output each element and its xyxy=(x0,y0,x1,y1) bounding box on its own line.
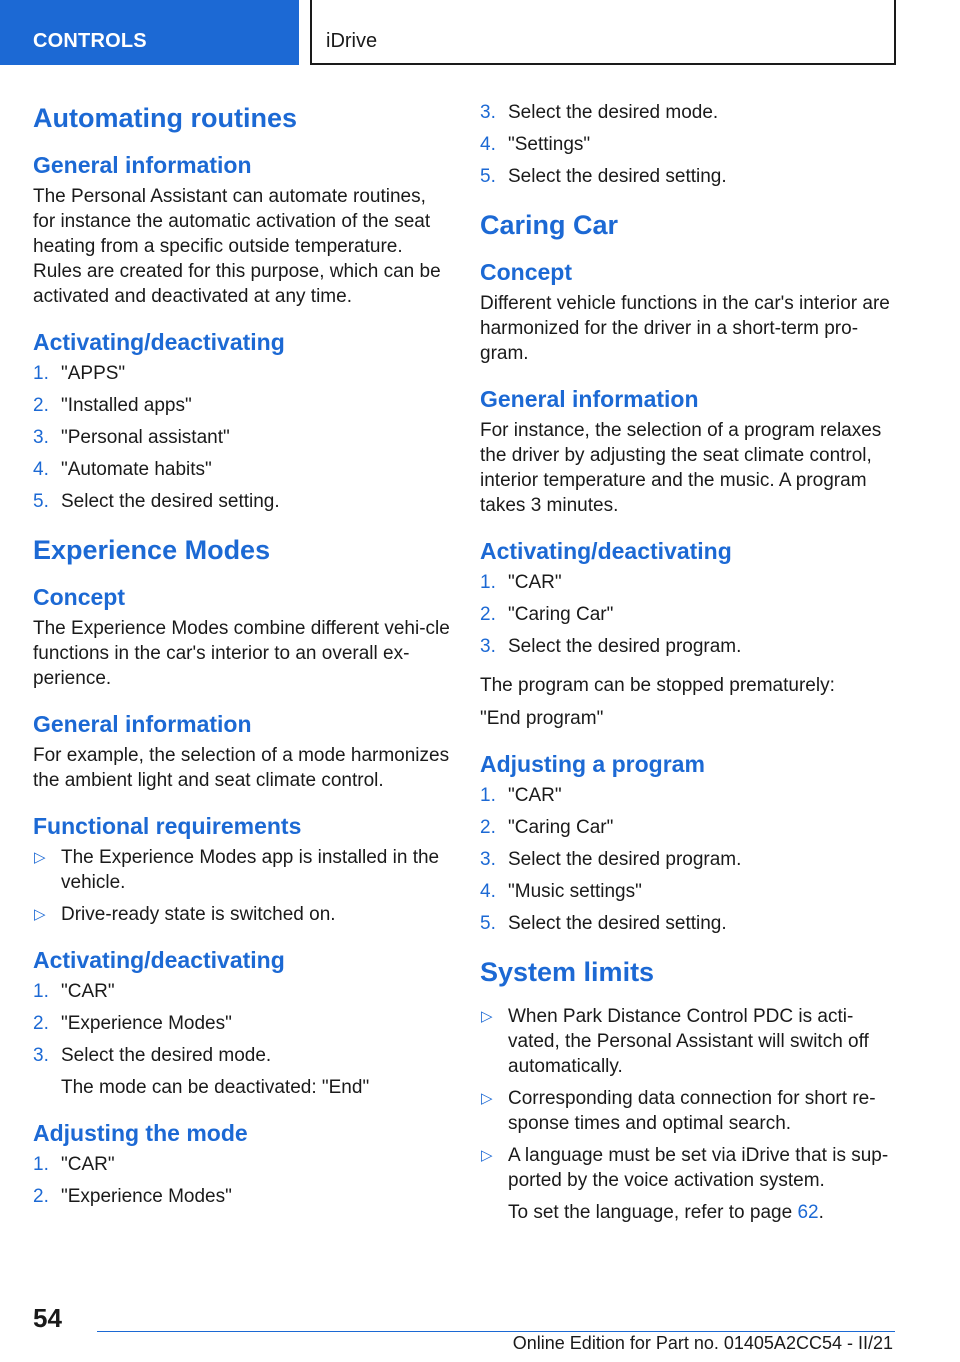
step-number: 3. xyxy=(480,636,496,657)
step-number: 2. xyxy=(33,395,49,416)
list-item xyxy=(480,911,898,936)
step-text: "Installed apps" xyxy=(61,395,192,416)
list-item xyxy=(480,164,898,189)
heading-system-limits: System limits xyxy=(480,957,655,987)
heading-general-information: General information xyxy=(480,386,699,412)
heading-general-information: General information xyxy=(33,711,252,737)
step-number: 1. xyxy=(33,1154,49,1175)
step-number: 5. xyxy=(33,491,49,512)
list-item xyxy=(480,847,898,872)
reference-text: To set the language, refer to page xyxy=(508,1202,798,1223)
heading-concept: Concept xyxy=(480,259,572,285)
list-item xyxy=(480,570,898,595)
list-item xyxy=(480,602,898,627)
step-number: 1. xyxy=(480,572,496,593)
triangle-bullet-icon: ▷ xyxy=(481,1008,493,1025)
heading-functional-requirements: Functional requirements xyxy=(33,813,302,839)
right-column xyxy=(480,100,898,1239)
step-number: 3. xyxy=(33,1045,49,1066)
step-text: Select the desired setting. xyxy=(508,913,727,934)
paragraph-stop-program: The program can be stopped prematurely: xyxy=(480,675,835,696)
step-number: 5. xyxy=(480,913,496,934)
step-text: Select the desired setting. xyxy=(508,166,727,187)
list-item xyxy=(480,1086,898,1136)
heading-caring-car: Caring Car xyxy=(480,210,619,240)
step-number: 3. xyxy=(33,427,49,448)
step-text: "Automate habits" xyxy=(61,459,212,480)
item-text: The Experience Modes app is installed in the vehicle. xyxy=(61,847,440,893)
step-number: 2. xyxy=(480,817,496,838)
reference-end: . xyxy=(818,1202,824,1223)
footer-edition: Online Edition for Part no. 01405A2CC54 - II/21 xyxy=(512,1333,893,1353)
heading-experience-modes: Experience Modes xyxy=(33,535,271,565)
step-text: Select the desired program. xyxy=(508,849,742,870)
step-number: 4. xyxy=(480,134,496,155)
list-item xyxy=(480,100,898,125)
triangle-bullet-icon: ▷ xyxy=(481,1147,493,1164)
heading-activating: Activating/deactivating xyxy=(33,947,285,973)
heading-activating: Activating/deactivating xyxy=(480,538,732,564)
list-item xyxy=(33,361,451,386)
list-item xyxy=(480,783,898,808)
heading-automating-routines: Automating routines xyxy=(33,103,297,133)
list-item xyxy=(33,902,451,927)
paragraph-experience-general: For example, the selection of a mode harmonizes the ambient light and seat climate control. xyxy=(33,745,450,791)
item-text: Drive-ready state is switched on. xyxy=(61,904,336,925)
step-number: 3. xyxy=(480,102,496,123)
list-requirements xyxy=(33,845,451,927)
heading-activating: Activating/deactivating xyxy=(33,329,285,355)
step-text: "Personal assistant" xyxy=(61,427,230,448)
step-text: "Experience Modes" xyxy=(61,1013,232,1034)
step-subtext: The mode can be deactivated: "End" xyxy=(61,1077,370,1098)
step-number: 4. xyxy=(480,881,496,902)
heading-adjusting-mode: Adjusting the mode xyxy=(33,1120,248,1146)
step-text: "APPS" xyxy=(61,363,126,384)
triangle-bullet-icon: ▷ xyxy=(481,1090,493,1107)
list-adjusting-mode-part1 xyxy=(33,1152,451,1209)
list-item xyxy=(33,1043,451,1100)
list-item xyxy=(33,489,451,514)
step-number: 4. xyxy=(33,459,49,480)
step-number: 2. xyxy=(480,604,496,625)
list-item xyxy=(33,1184,451,1209)
list-item xyxy=(33,1011,451,1036)
list-system-limits xyxy=(480,1004,898,1225)
list-item xyxy=(33,979,451,1004)
step-text: "CAR" xyxy=(508,785,562,806)
item-text: A language must be set via iDrive that is sup-ported by the voice activation system. xyxy=(508,1145,889,1191)
header-chapter-title: iDrive xyxy=(310,0,896,65)
step-number: 2. xyxy=(33,1186,49,1207)
language-reference xyxy=(508,1200,898,1225)
list-caring-activating xyxy=(480,570,898,659)
list-item xyxy=(33,845,451,895)
list-item xyxy=(480,634,898,659)
triangle-bullet-icon: ▷ xyxy=(34,849,46,866)
step-number: 1. xyxy=(33,981,49,1002)
item-text: When Park Distance Control PDC is acti-vated, the Personal Assistant will switch off automatically. xyxy=(508,1006,869,1077)
step-text: "Experience Modes" xyxy=(61,1186,232,1207)
step-text: "Music settings" xyxy=(508,881,642,902)
list-adjusting-mode-part2 xyxy=(480,100,898,189)
item-text: Corresponding data connection for short re-sponse times and optimal search. xyxy=(508,1088,876,1134)
step-text: Select the desired mode. xyxy=(508,102,719,123)
header-section-tab: CONTROLS xyxy=(0,0,299,65)
list-item xyxy=(33,425,451,450)
list-item xyxy=(480,1004,898,1079)
page-number: 54 xyxy=(33,1303,62,1333)
heading-adjusting-program: Adjusting a program xyxy=(480,751,705,777)
step-number: 1. xyxy=(480,785,496,806)
paragraph-caring-concept: Different vehicle functions in the car's interior are harmonized for the driver in a short-term pro-gram. xyxy=(480,293,890,364)
list-item xyxy=(480,879,898,904)
step-text: "CAR" xyxy=(61,981,115,1002)
list-item xyxy=(33,457,451,482)
footer-divider xyxy=(97,1331,895,1332)
step-text: Select the desired mode. xyxy=(61,1045,272,1066)
paragraph-automating-general: The Personal Assistant can automate routines, for instance the automatic activation of the seat heating from a specific outside temperature. Rules are created for this purpose, which can be activated and deactivated at any time. xyxy=(33,186,441,307)
step-number: 1. xyxy=(33,363,49,384)
step-number: 3. xyxy=(480,849,496,870)
list-experience-activating xyxy=(33,979,451,1100)
step-number: 2. xyxy=(33,1013,49,1034)
step-text: "Caring Car" xyxy=(508,817,614,838)
step-text: "Caring Car" xyxy=(508,604,614,625)
step-text: "CAR" xyxy=(508,572,562,593)
paragraph-end-program: "End program" xyxy=(480,708,604,729)
triangle-bullet-icon: ▷ xyxy=(34,906,46,923)
step-text: Select the desired setting. xyxy=(61,491,280,512)
step-text: "CAR" xyxy=(61,1154,115,1175)
list-automating-steps xyxy=(33,361,451,514)
list-item xyxy=(33,1152,451,1177)
left-column xyxy=(33,100,451,1223)
heading-concept: Concept xyxy=(33,584,125,610)
list-item xyxy=(480,815,898,840)
list-adjusting-program xyxy=(480,783,898,936)
list-item xyxy=(480,1143,898,1225)
list-item xyxy=(33,393,451,418)
step-text: "Settings" xyxy=(508,134,591,155)
heading-general-information: General information xyxy=(33,152,252,178)
step-text: Select the desired program. xyxy=(508,636,742,657)
paragraph-experience-concept: The Experience Modes combine different vehi-cle functions in the car's interior to an overall ex-perience. xyxy=(33,618,450,689)
step-number: 5. xyxy=(480,166,496,187)
list-item xyxy=(480,132,898,157)
page-link[interactable]: 62 xyxy=(797,1202,819,1223)
paragraph-caring-general: For instance, the selection of a program relaxes the driver by adjusting the seat climate control, interior temperature and the music. A program takes 3 minutes. xyxy=(480,420,882,516)
